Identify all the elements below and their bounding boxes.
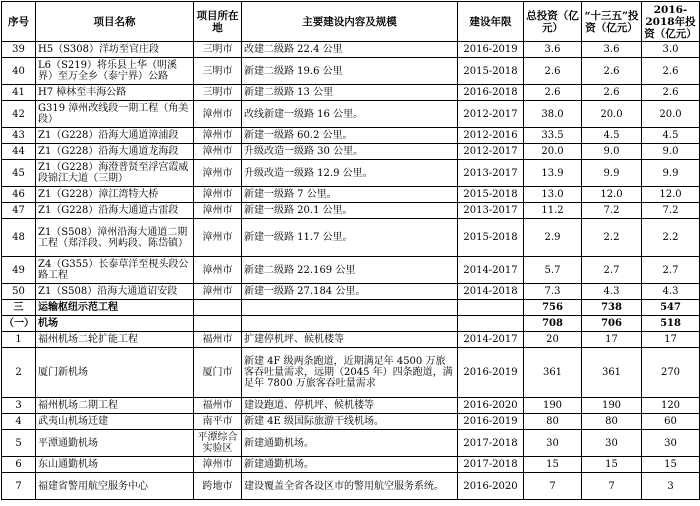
cell-annual: 2.6	[642, 58, 700, 85]
cell-location: 漳州市	[194, 187, 242, 203]
cell-location: 三明市	[194, 85, 242, 101]
cell-no: 39	[2, 42, 36, 58]
cell-location: 漳州市	[194, 144, 242, 160]
cell-content: 新建一级路 7 公里。	[242, 187, 458, 203]
cell-fyp: 190	[582, 398, 642, 414]
cell-years: 2014-2017	[458, 257, 524, 284]
cell-no: 40	[2, 58, 36, 85]
header-fyp: “十三五”投资（亿元）	[582, 2, 642, 42]
cell-content: 新建通勤机场。	[242, 430, 458, 457]
cell-total: 708	[524, 316, 582, 332]
cell-fyp: 7.2	[582, 203, 642, 219]
cell-location: 跨地市	[194, 473, 242, 500]
cell-annual: 3	[642, 473, 700, 500]
table-row	[2, 457, 700, 473]
cell-fyp: 7	[582, 473, 642, 500]
cell-annual: 3.0	[642, 42, 700, 58]
cell-name: 厦门新机场	[36, 348, 194, 398]
cell-content: 升级改造一级路 30 公里。	[242, 144, 458, 160]
cell-no: 43	[2, 128, 36, 144]
cell-location: 三明市	[194, 58, 242, 85]
cell-content: 新建一级路 27.184 公里。	[242, 284, 458, 300]
cell-total: 38.0	[524, 101, 582, 128]
cell-no: 45	[2, 160, 36, 187]
cell-total: 3.6	[524, 42, 582, 58]
cell-content: 新建一级路 60.2 公里。	[242, 128, 458, 144]
cell-total: 7.3	[524, 284, 582, 300]
cell-location: 福州市	[194, 398, 242, 414]
cell-name: 福州机场二期工程	[36, 398, 194, 414]
cell-fyp: 30	[582, 430, 642, 457]
header-name: 项目名称	[36, 2, 194, 42]
cell-no: 50	[2, 284, 36, 300]
cell-location: 漳州市	[194, 101, 242, 128]
table-row	[2, 284, 700, 300]
cell-annual: 4.5	[642, 128, 700, 144]
table-row	[2, 144, 700, 160]
cell-location: 漳州市	[194, 457, 242, 473]
table-row	[2, 203, 700, 219]
cell-content: 新建二级路 22.169 公里	[242, 257, 458, 284]
table-row	[2, 219, 700, 257]
cell-content: 建设跑道、停机坪、候机楼等	[242, 398, 458, 414]
cell-name: G319 漳州改线段一期工程（角美段）	[36, 101, 194, 128]
cell-years: 2017-2018	[458, 457, 524, 473]
cell-years: 2014-2018	[458, 284, 524, 300]
table-row	[2, 58, 700, 85]
cell-no: 三	[2, 300, 36, 316]
cell-content: 新建 4E 级国际旅游干线机场。	[242, 414, 458, 430]
header-content: 主要建设内容及规模	[242, 2, 458, 42]
cell-years: 2016-2020	[458, 398, 524, 414]
cell-name: 武夷山机场迁建	[36, 414, 194, 430]
cell-name: Z1（S508）沿海大通道诏安段	[36, 284, 194, 300]
cell-name: H5（S308）洋坊至官庄段	[36, 42, 194, 58]
cell-annual: 60	[642, 414, 700, 430]
cell-no: 6	[2, 457, 36, 473]
cell-no: 41	[2, 85, 36, 101]
cell-content: 新建 4F 级两条跑道，近期满足年 4500 万旅客吞吐量需求，远期（2045 年）四条跑道，满足年 7800 万旅客吞吐量需求	[242, 348, 458, 398]
cell-total: 2.6	[524, 58, 582, 85]
cell-years: 2012-2016	[458, 128, 524, 144]
header-location: 项目所在地	[194, 2, 242, 42]
cell-total: 30	[524, 430, 582, 457]
cell-fyp: 3.6	[582, 42, 642, 58]
cell-name: Z1（G228）漳江湾特大桥	[36, 187, 194, 203]
cell-no: 48	[2, 219, 36, 257]
cell-name: Z1（S508）漳州沿海大通道二期工程（郑洋段、列屿段、陈岱镇）	[36, 219, 194, 257]
cell-fyp: 361	[582, 348, 642, 398]
cell-annual: 20.0	[642, 101, 700, 128]
cell-years: 2016-2019	[458, 348, 524, 398]
cell-content: 新建一级路 11.7 公里。	[242, 219, 458, 257]
section-row	[2, 316, 700, 332]
cell-location	[194, 316, 242, 332]
cell-total: 33.5	[524, 128, 582, 144]
cell-annual: 9.0	[642, 144, 700, 160]
table-row	[2, 160, 700, 187]
header-years: 建设年限	[458, 2, 524, 42]
cell-name: H7 樟林至丰海公路	[36, 85, 194, 101]
cell-location: 漳州市	[194, 128, 242, 144]
cell-content: 改线新建一级路 16 公里。	[242, 101, 458, 128]
cell-total: 80	[524, 414, 582, 430]
cell-content: 新建通勤机场。	[242, 457, 458, 473]
cell-years	[458, 316, 524, 332]
cell-location: 厦门市	[194, 348, 242, 398]
cell-fyp: 2.7	[582, 257, 642, 284]
cell-fyp: 12.0	[582, 187, 642, 203]
table-row	[2, 348, 700, 398]
cell-name: 福州机场二轮扩能工程	[36, 332, 194, 348]
header-no: 序号	[2, 2, 36, 42]
cell-no: 44	[2, 144, 36, 160]
cell-years: 2014-2017	[458, 332, 524, 348]
cell-content: 升级改造一级路 12.9 公里。	[242, 160, 458, 187]
cell-location: 漳州市	[194, 203, 242, 219]
cell-total: 13.9	[524, 160, 582, 187]
cell-fyp: 20.0	[582, 101, 642, 128]
table-row	[2, 187, 700, 203]
cell-years: 2016-2020	[458, 473, 524, 500]
cell-no: 49	[2, 257, 36, 284]
cell-fyp: 9.9	[582, 160, 642, 187]
cell-years: 2016-2019	[458, 414, 524, 430]
investment-table	[1, 1, 700, 500]
cell-fyp: 2.2	[582, 219, 642, 257]
cell-total: 7	[524, 473, 582, 500]
header-annual: 2016-2018年投资（亿元）	[642, 2, 700, 42]
header-total: 总投资（亿元）	[524, 2, 582, 42]
cell-annual: 12.0	[642, 187, 700, 203]
cell-fyp: 17	[582, 332, 642, 348]
cell-name: 运输枢纽示范工程	[36, 300, 194, 316]
cell-total: 2.6	[524, 85, 582, 101]
cell-annual: 2.7	[642, 257, 700, 284]
cell-total: 20	[524, 332, 582, 348]
cell-content: 新建二级路 19.6 公里	[242, 58, 458, 85]
cell-no: 5	[2, 430, 36, 457]
cell-years: 2013-2017	[458, 203, 524, 219]
cell-location: 平潭综合实验区	[194, 430, 242, 457]
cell-annual: 270	[642, 348, 700, 398]
cell-total: 20.0	[524, 144, 582, 160]
cell-fyp: 2.6	[582, 85, 642, 101]
cell-annual: 7.2	[642, 203, 700, 219]
cell-name: Z1（G228）沿海大通道古雷段	[36, 203, 194, 219]
cell-annual: 120	[642, 398, 700, 414]
cell-location: 漳州市	[194, 257, 242, 284]
cell-annual: 2.6	[642, 85, 700, 101]
cell-annual: 15	[642, 457, 700, 473]
cell-years: 2013-2017	[458, 160, 524, 187]
cell-no: 47	[2, 203, 36, 219]
cell-total: 361	[524, 348, 582, 398]
cell-annual: 17	[642, 332, 700, 348]
cell-fyp: 706	[582, 316, 642, 332]
cell-no: 2	[2, 348, 36, 398]
cell-annual: 30	[642, 430, 700, 457]
cell-fyp: 2.6	[582, 58, 642, 85]
section-row	[2, 300, 700, 316]
cell-name: L6（S219）将乐县上华（明溪界）至万全乡（泰宁界）公路	[36, 58, 194, 85]
cell-name: 平潭通勤机场	[36, 430, 194, 457]
table-row	[2, 42, 700, 58]
cell-name: Z1（G228）沿海大通道漳浦段	[36, 128, 194, 144]
cell-fyp: 738	[582, 300, 642, 316]
cell-annual: 2.2	[642, 219, 700, 257]
cell-content: 改建二级路 22.4 公里	[242, 42, 458, 58]
cell-fyp: 9.0	[582, 144, 642, 160]
cell-years: 2015-2018	[458, 187, 524, 203]
cell-years	[458, 300, 524, 316]
cell-location: 南平市	[194, 414, 242, 430]
cell-no: 1	[2, 332, 36, 348]
cell-no: （一）	[2, 316, 36, 332]
cell-name: Z1（G228）海澄普贤至浮宫霞威段锦江大道（三期）	[36, 160, 194, 187]
cell-name: 福建省警用航空服务中心	[36, 473, 194, 500]
table-row	[2, 332, 700, 348]
cell-fyp: 4.5	[582, 128, 642, 144]
cell-no: 3	[2, 398, 36, 414]
cell-fyp: 80	[582, 414, 642, 430]
cell-location: 福州市	[194, 332, 242, 348]
cell-total: 2.9	[524, 219, 582, 257]
table-row	[2, 128, 700, 144]
cell-years: 2015-2018	[458, 219, 524, 257]
table-row	[2, 414, 700, 430]
cell-location: 三明市	[194, 42, 242, 58]
table-row	[2, 398, 700, 414]
cell-total: 15	[524, 457, 582, 473]
table-row	[2, 85, 700, 101]
cell-years: 2012-2017	[458, 144, 524, 160]
cell-years: 2012-2017	[458, 101, 524, 128]
cell-name: Z1（G228）沿海大通道龙海段	[36, 144, 194, 160]
table-row	[2, 101, 700, 128]
cell-fyp: 15	[582, 457, 642, 473]
cell-content: 扩建停机坪、候机楼等	[242, 332, 458, 348]
cell-annual: 547	[642, 300, 700, 316]
table-row	[2, 430, 700, 457]
cell-annual: 4.3	[642, 284, 700, 300]
cell-location	[194, 300, 242, 316]
cell-total: 5.7	[524, 257, 582, 284]
cell-content: 建设覆盖全省各设区市的警用航空服务系统。	[242, 473, 458, 500]
cell-location: 漳州市	[194, 219, 242, 257]
cell-no: 42	[2, 101, 36, 128]
cell-annual: 9.9	[642, 160, 700, 187]
cell-name: 东山通勤机场	[36, 457, 194, 473]
cell-fyp: 4.3	[582, 284, 642, 300]
cell-no: 4	[2, 414, 36, 430]
cell-content: 新建一级路 20.1 公里。	[242, 203, 458, 219]
cell-name: Z4（G355）长泰草洋至梘头段公路工程	[36, 257, 194, 284]
cell-no: 7	[2, 473, 36, 500]
cell-years: 2015-2018	[458, 58, 524, 85]
cell-content: 新建二级路 13 公里	[242, 85, 458, 101]
cell-total: 756	[524, 300, 582, 316]
cell-years: 2017-2018	[458, 430, 524, 457]
cell-content	[242, 300, 458, 316]
table-row	[2, 257, 700, 284]
cell-total: 13.0	[524, 187, 582, 203]
cell-location: 漳州市	[194, 160, 242, 187]
cell-no: 46	[2, 187, 36, 203]
cell-location: 漳州市	[194, 284, 242, 300]
cell-annual: 518	[642, 316, 700, 332]
header-row	[2, 2, 700, 42]
cell-years: 2016-2018	[458, 85, 524, 101]
cell-content	[242, 316, 458, 332]
table-row	[2, 473, 700, 500]
cell-years: 2016-2019	[458, 42, 524, 58]
cell-total: 11.2	[524, 203, 582, 219]
cell-total: 190	[524, 398, 582, 414]
cell-name: 机场	[36, 316, 194, 332]
